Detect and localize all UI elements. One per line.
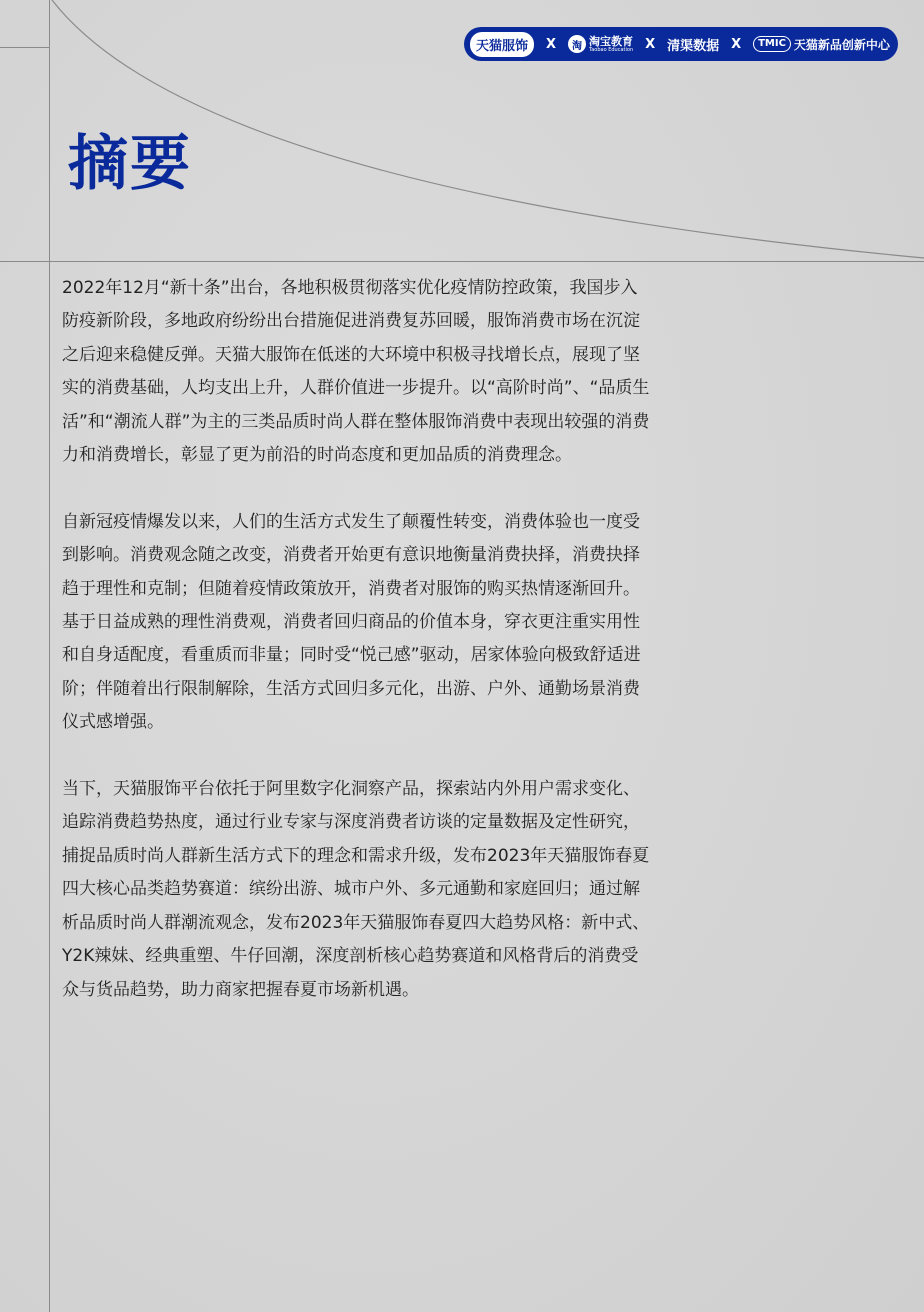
paragraph-2: 自新冠疫情爆发以来，人们的生活方式发生了颠覆性转变，消费体验也一度受到影响。消费观念随之改变，消费者开始更有意识地衡量消费抉择，消费抉择趋于理性和克制；但随着疫情政策放开，消费者对服饰的购买热情逐渐回升。基于日益成熟的理性消费观，消费者回归商品的价值本身，穿衣更注重实用性和自身适配度，看重质而非量；同时受“悦己感”驱动，居家体验向极致舒适进阶；伴随着出行限制解除，生活方式回归多元化，出游、户外、通勤场景消费仪式感增强。 bbox=[62, 511, 641, 733]
tmic-name: 天猫新品创新中心 bbox=[793, 37, 890, 52]
tmic-logo bbox=[753, 36, 890, 53]
taobao-education-cn: 淘宝教育 bbox=[588, 34, 633, 48]
separator-x: X bbox=[545, 36, 557, 52]
tmic-badge: TMIC bbox=[753, 36, 791, 52]
taobao-icon: 淘 bbox=[568, 35, 586, 53]
paragraph-1: 2022年12月“新十条”出台，各地积极贯彻落实优化疫情防控政策，我国步入防疫新阶段，多地政府纷纷出台措施促进消费复苏回暖，服饰消费市场在沉淀之后迎来稳健反弹。天猫大服饰在低迷的大环境中积极寻找增长点，展现了坚实的消费基础，人均支出上升，人群价值进一步提升。以“高阶时尚”、“品质生活”和“潮流人群”为主的三类品质时尚人群在整体服饰消费中表现出较强的消费力和消费增长，彰显了更为前沿的时尚态度和更加品质的消费理念。 bbox=[62, 278, 650, 466]
taobao-education-logo bbox=[568, 35, 633, 53]
separator-x: X bbox=[731, 36, 742, 52]
partner-logo-bar bbox=[464, 27, 898, 61]
abstract-body bbox=[62, 272, 652, 1040]
tmall-fashion-logo: 天猫服饰 bbox=[470, 32, 534, 57]
qingqu-data-logo: 清渠数据 bbox=[667, 38, 720, 54]
page-title: 摘要 bbox=[68, 129, 192, 199]
separator-x: X bbox=[645, 36, 656, 52]
taobao-education-en: Taobao Education bbox=[588, 46, 634, 53]
paragraph-3: 当下，天猫服饰平台依托于阿里数字化洞察产品，探索站内外用户需求变化、追踪消费趋势热度，通过行业专家与深度消费者访谈的定量数据及定性研究，捕捉品质时尚人群新生活方式下的理念和需求升级，发布2023年天猫服饰春夏四大核心品类趋势赛道：缤纷出游、城市户外、多元通勤和家庭回归；通过解析品质时尚人群潮流观念，发布2023年天猫服饰春夏四大趋势风格：新中式、Y2K辣妹、经典重塑、牛仔回潮，深度剖析核心趋势赛道和风格背后的消费受众与货品趋势，助力商家把握春夏市场新机遇。 bbox=[62, 779, 650, 1000]
